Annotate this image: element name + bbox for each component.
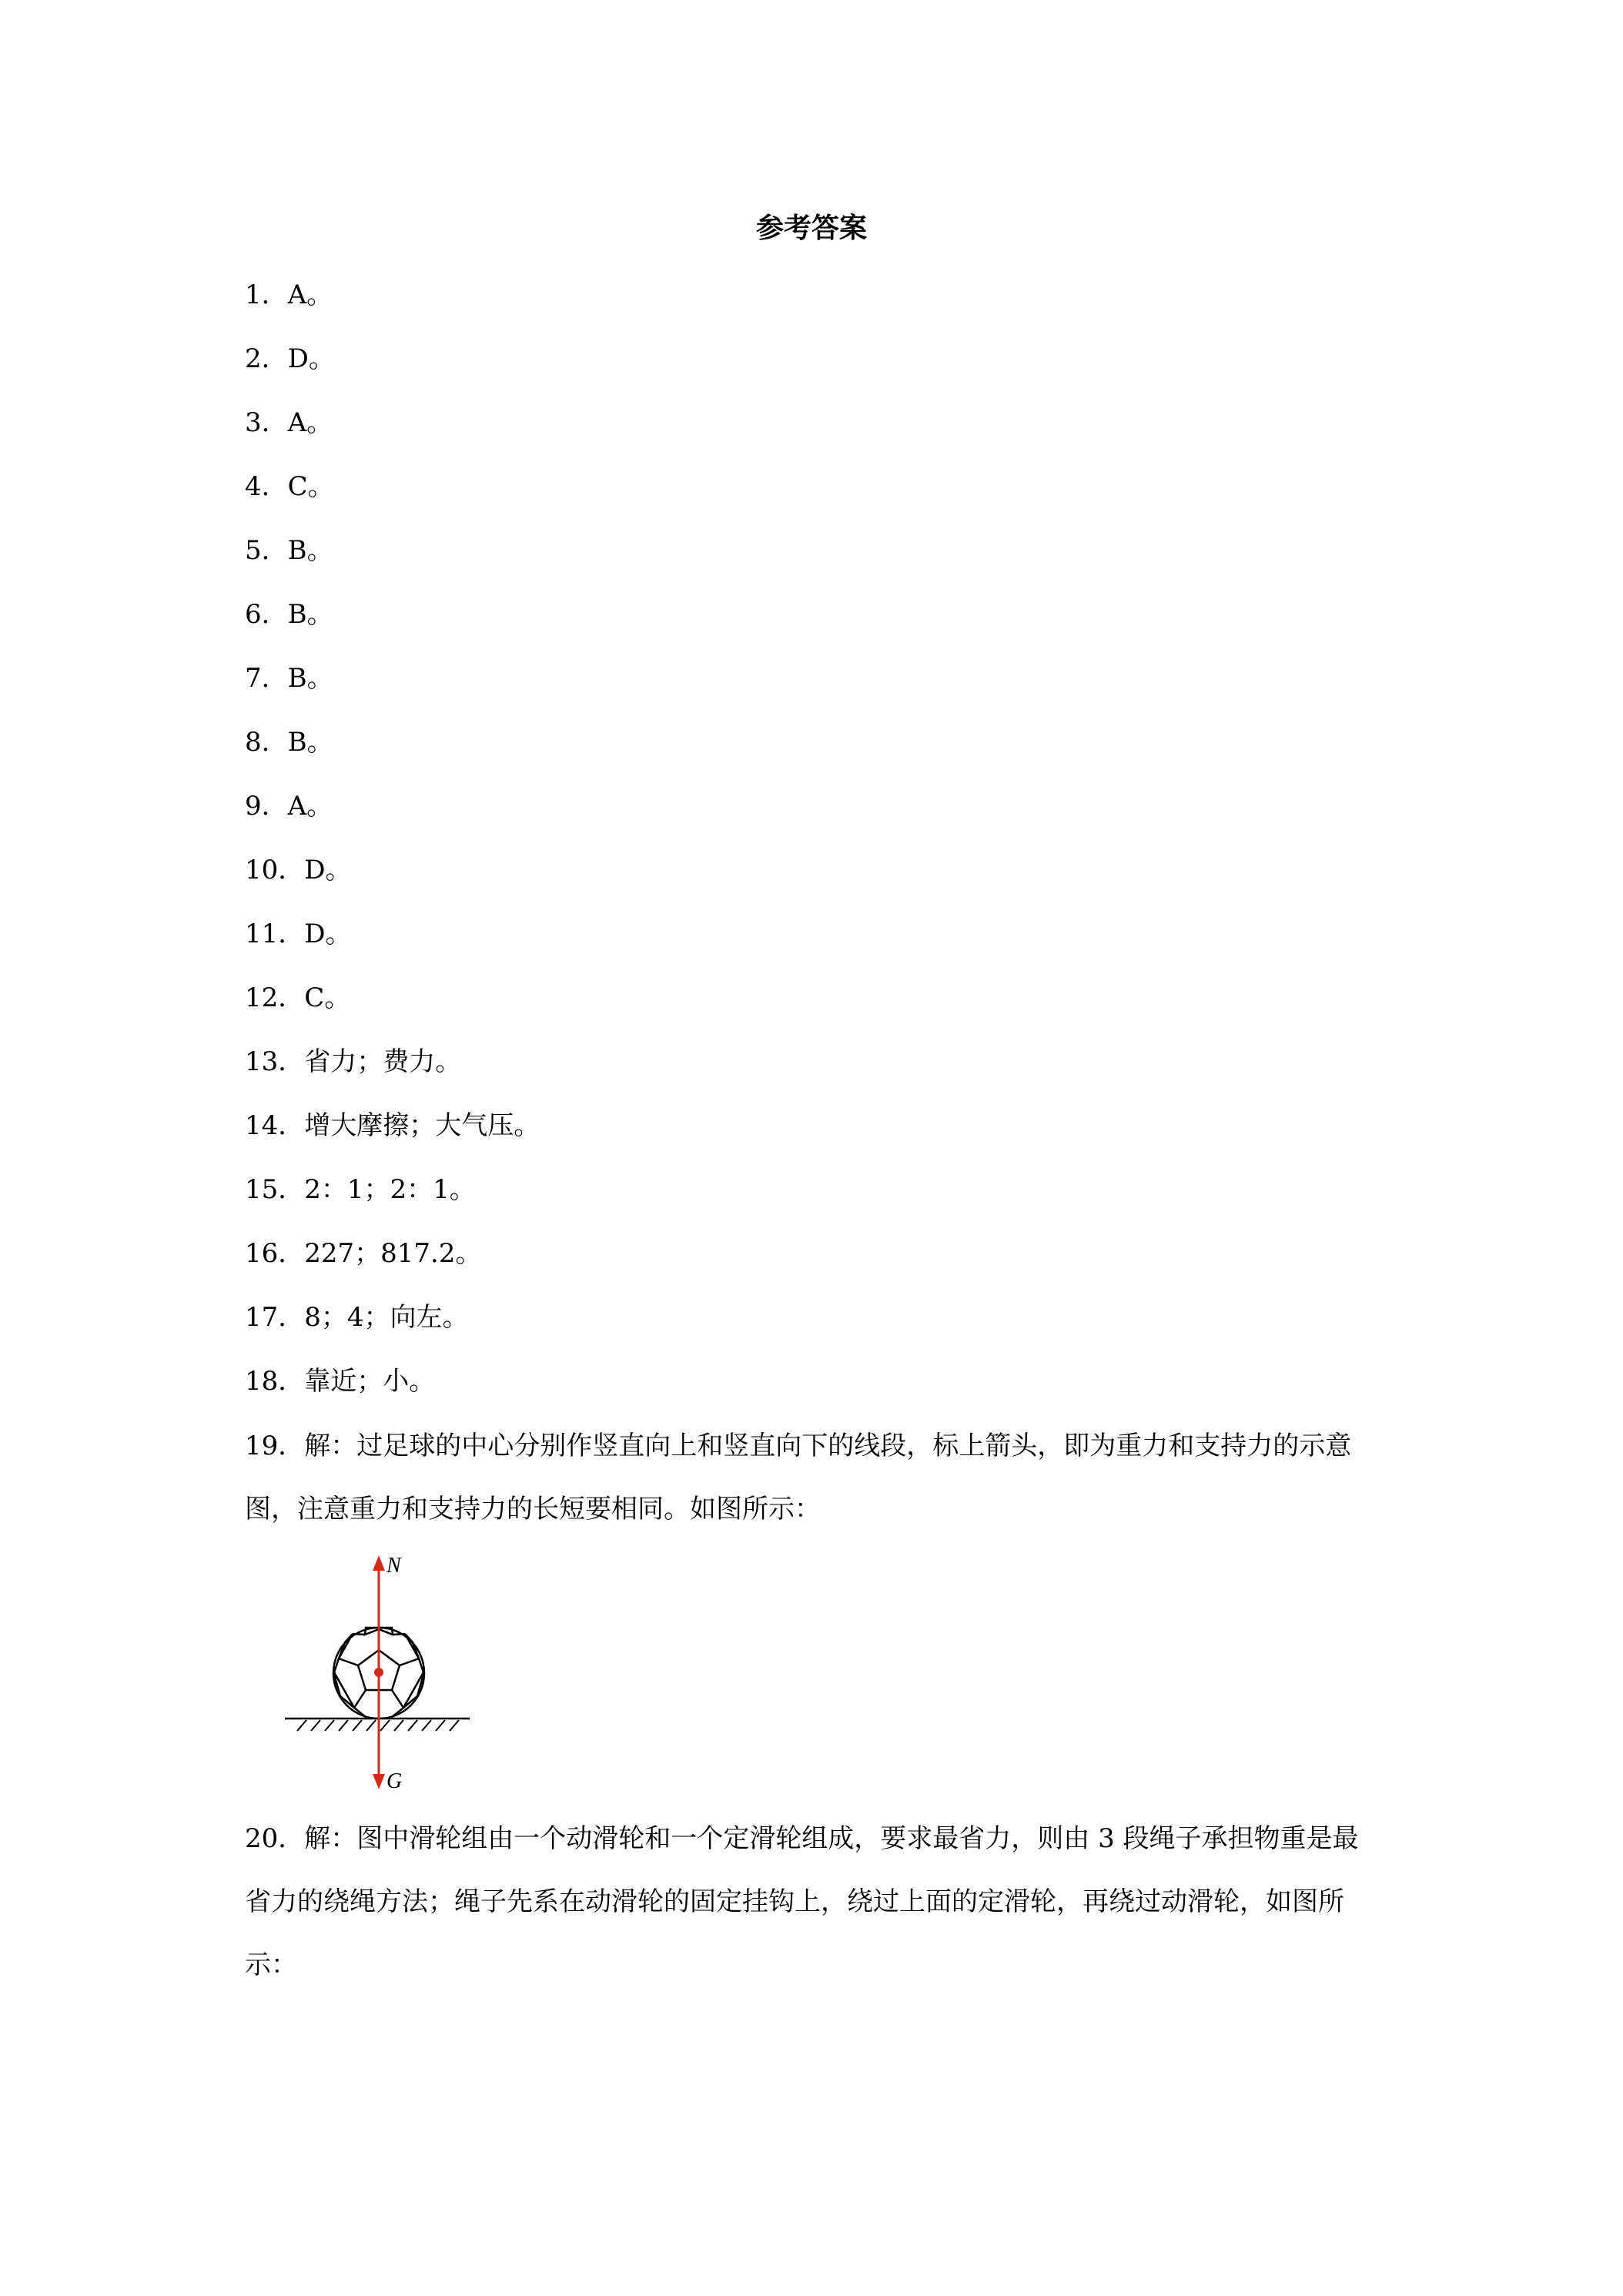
answer-line: 11．D。 <box>245 919 352 949</box>
answer-line: 15．2：1；2：1。 <box>245 1174 476 1205</box>
q19-explanation: 19．解：过足球的中心分别作竖直向上和竖直向下的线段，标上箭头，即为重力和支持力的示意图，注意重力和支持力的长短要相同。如图所示： <box>245 1431 1352 1525</box>
answer-line: 8．B。 <box>245 727 333 758</box>
answer-line: 17．8；4；向左。 <box>245 1302 469 1333</box>
answer-line: 12．C。 <box>245 982 351 1013</box>
answer-line: 6．B。 <box>245 599 333 630</box>
answer-line: 14．增大摩擦；大气压。 <box>245 1110 540 1141</box>
label-g: G <box>387 1769 403 1793</box>
answer-line: 4．C。 <box>245 471 334 502</box>
answer-line: 16．227；817.2。 <box>245 1238 482 1269</box>
force-diagram-football <box>285 1549 477 1796</box>
answer-line: 18．靠近；小。 <box>245 1366 436 1397</box>
answer-line: 9．A。 <box>245 791 333 822</box>
force-arrows <box>373 1555 385 1789</box>
page-title: 参考答案 <box>755 213 867 244</box>
answer-line: 3．A。 <box>245 407 333 438</box>
answer-line: 2．D。 <box>245 343 335 374</box>
gravity-arrowhead <box>373 1774 385 1789</box>
q20-explanation: 20．解：图中滑轮组由一个动滑轮和一个定滑轮组成，要求最省力，则由 3 段绳子承担物重是最省力的绕绳方法；绳子先系在动滑轮的固定挂钩上，绕过上面的定滑轮，再绕过动滑轮，如图所示： <box>245 1823 1359 1980</box>
label-n: N <box>387 1554 401 1578</box>
answer-line: 1．A。 <box>245 279 333 310</box>
center-point <box>374 1668 383 1677</box>
answer-line: 10．D。 <box>245 855 352 885</box>
answer-line: 7．B。 <box>245 663 333 694</box>
answer-line: 5．B。 <box>245 535 333 566</box>
answer-line: 13．省力；费力。 <box>245 1046 462 1077</box>
support-force-arrowhead <box>373 1555 385 1571</box>
